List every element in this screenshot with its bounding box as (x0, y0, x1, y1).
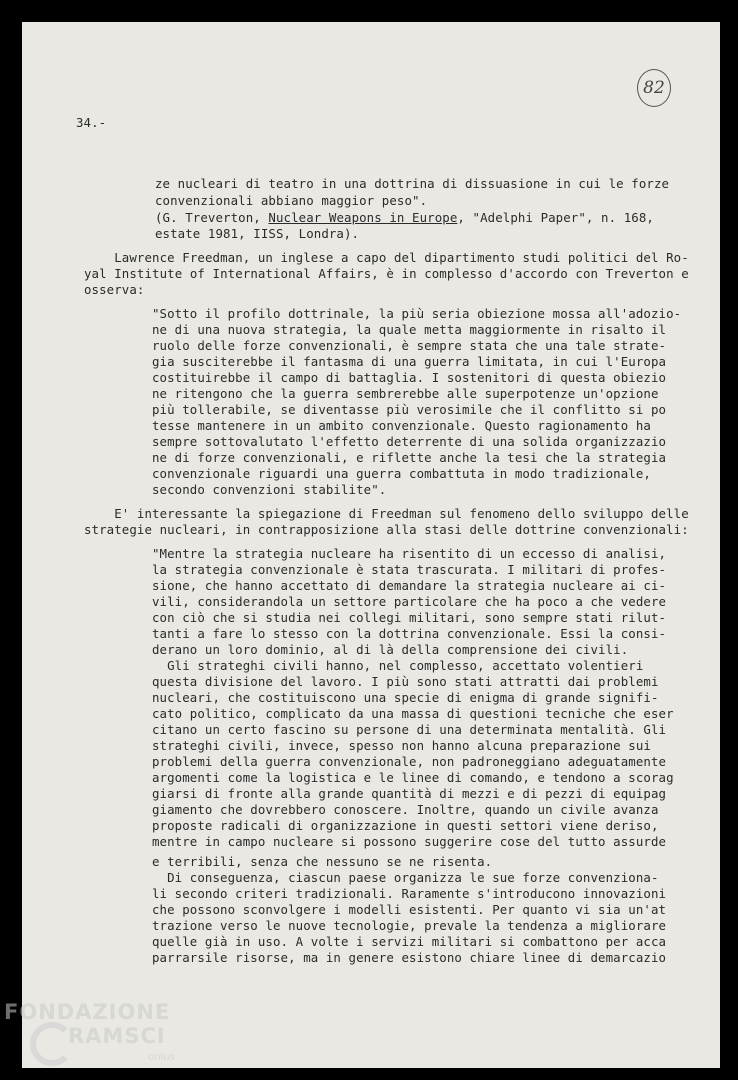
text-line: citano un certo fascino su persone di una determinata mentalità. Gli (152, 722, 667, 737)
page-stamp: 82 (637, 69, 671, 107)
text-line: trazione verso le nuove tecnologie, prevale la tendenza a migliorare (152, 918, 667, 933)
text-line: che possono sconvolgere i modelli esistenti. Per quanto vi sia un'at (152, 902, 667, 917)
text-line: ne di forze convenzionali, e riflette anche la tesi che la strategia (152, 450, 667, 465)
text-line: parrarsile risorse, ma in genere esistono chiare linee di demarcazio (152, 950, 667, 965)
document-page (22, 22, 720, 1068)
citation-suffix: , "Adelphi Paper", n. 168, (457, 210, 654, 225)
citation-line-2: estate 1981, IISS, Londra). (155, 226, 360, 241)
text-line: con ciò che si studia nei collegi militari, sono sempre stati rilut- (152, 610, 667, 625)
text-line: Lawrence Freedman, un inglese a capo del dipartimento studi politici del Ro- (84, 250, 689, 265)
text-line: giarsi di fronte alla grande quantità di mezzi e di pezzi di equipag (152, 786, 667, 801)
text-line: E' interessante la spiegazione di Freedman sul fenomeno dello sviluppo delle (84, 506, 689, 521)
citation-prefix: (G. Treverton, (155, 210, 269, 225)
text-line: li secondo criteri tradizionali. Raramente s'introducono innovazioni (152, 886, 667, 901)
text-line: mentre in campo nucleare si possono suggerire cose del tutto assurde (152, 834, 667, 849)
text-line: costituirebbe il campo di battaglia. I sostenitori di questa obiezio (152, 370, 667, 385)
text-line: convenzionale riguardi una guerra combattuta in modo tradizionale, (152, 466, 651, 481)
page-number: 34.- (76, 115, 107, 130)
text-line: problemi della guerra convenzionale, non padroneggiano adeguatamente (152, 754, 667, 769)
text-line: sempre sottovalutato l'effetto deterrente di una solida organizzazio (152, 434, 667, 449)
text-line: ze nucleari di teatro in una dottrina di dissuasione in cui le forze (155, 176, 670, 191)
text-line: ne ritengono che la guerra sembrerebbe alle superpotenze un'opzione (152, 386, 659, 401)
text-line: e terribili, senza che nessuno se ne risenta. (152, 854, 493, 869)
text-line: Gli strateghi civili hanno, nel complesso, accettato volentieri (152, 658, 644, 673)
text-line: proposte radicali di organizzazione in questi settori viene deriso, (152, 818, 659, 833)
text-line: gia susciterebbe il fantasma di una guerra limitata, in cui l'Europa (152, 354, 667, 369)
text-line: secondo convenzioni stabilite". (152, 482, 387, 497)
text-line: la strategia convenzionale è stata trascurata. I militari di profes- (152, 562, 667, 577)
text-line: tanti a fare lo stesso con la dottrina convenzionale. Essi la consi- (152, 626, 667, 641)
watermark-line-1: FONDAZIONE (4, 1000, 171, 1024)
text-line: cato politico, complicato da una massa di questioni tecniche che eser (152, 706, 674, 721)
text-line: "Sotto il profilo dottrinale, la più seria obiezione mossa all'adozio- (152, 306, 682, 321)
citation-line (155, 210, 654, 225)
watermark-line-3: onlus (148, 1052, 175, 1063)
text-line: osserva: (84, 282, 145, 297)
text-line: giamento che dovrebbero conoscere. Inoltre, quando un civile avanza (152, 802, 659, 817)
text-line: sione, che hanno accettato di demandare la strategia nucleare ai ci- (152, 578, 667, 593)
text-line: quelle già in uso. A volte i servizi militari si combattono per acca (152, 934, 667, 949)
text-line: questa divisione del lavoro. I più sono stati attratti dai problemi (152, 674, 659, 689)
text-line: "Mentre la strategia nucleare ha risentito di un eccesso di analisi, (152, 546, 667, 561)
text-line: yal Institute of International Affairs, è in complesso d'accordo con Treverton e (84, 266, 689, 281)
text-line: derano un loro dominio, al di là della comprensione dei civili. (152, 642, 629, 657)
watermark-line-2: RAMSCI (68, 1024, 166, 1048)
citation-title: Nuclear Weapons in Europe (268, 210, 458, 225)
text-line: strategie nucleari, in contrapposizione alla stasi delle dottrine convenzionali: (84, 522, 689, 537)
text-line: vili, considerandola un settore particolare che ha poco a che vedere (152, 594, 667, 609)
text-line: ne di una nuova strategia, la quale metta maggiormente in risalto il (152, 322, 667, 337)
text-line: nucleari, che costituiscono una specie di enigma di grande signifi- (152, 690, 659, 705)
text-line: Di conseguenza, ciascun paese organizza le sue forze convenziona- (152, 870, 659, 885)
text-line: tesse mantenere in un ambito convenzionale. Questo ragionamento ha (152, 418, 651, 433)
text-line: più tollerabile, se diventasse più verosimile che il conflitto si po (152, 402, 667, 417)
text-line: argomenti come la logistica e le linee di comando, e tendono a scorag (152, 770, 674, 785)
text-line: ruolo delle forze convenzionali, è sempre stata che una tale strate- (152, 338, 667, 353)
text-line: strateghi civili, invece, spesso non hanno alcuna preparazione sui (152, 738, 651, 753)
text-line: convenzionali abbiano maggior peso". (155, 193, 428, 208)
